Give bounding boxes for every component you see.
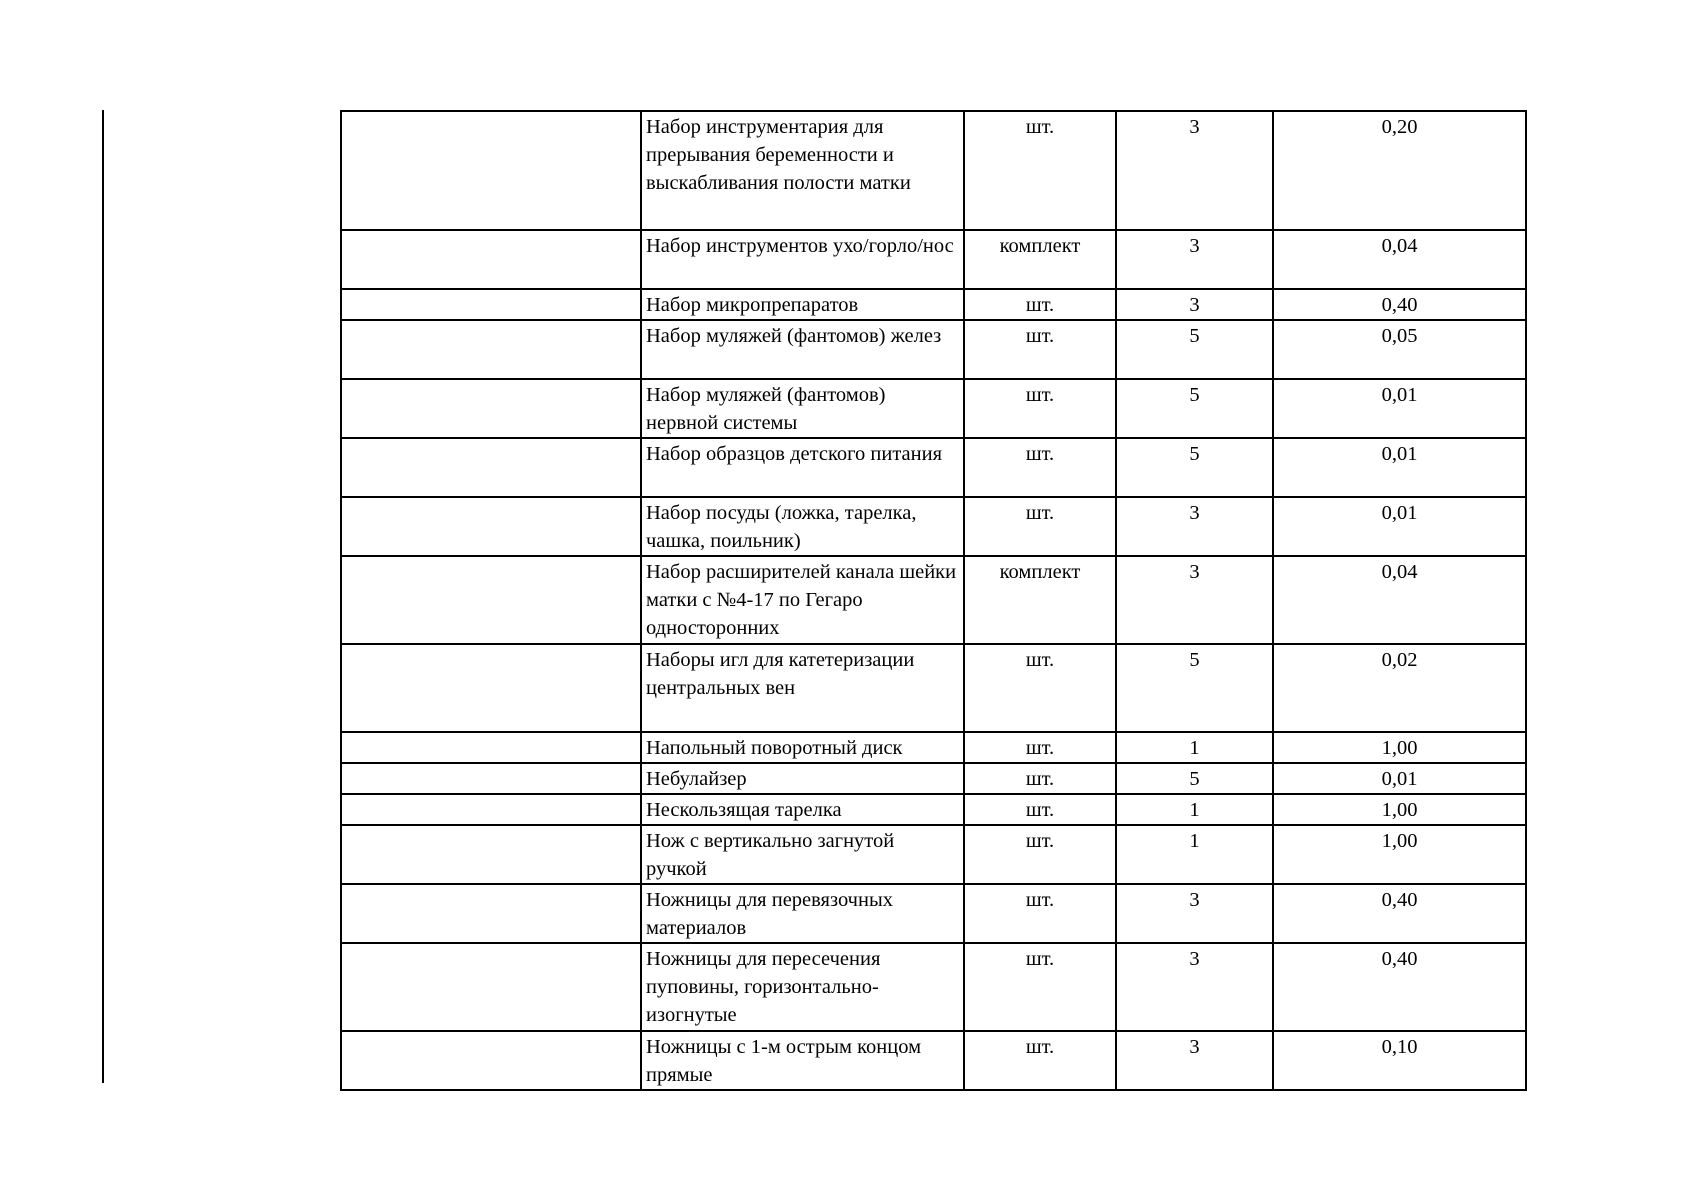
item-name: Нож с вертикально загнутой ручкой — [641, 825, 964, 884]
item-value: 0,04 — [1273, 556, 1526, 644]
item-unit: шт. — [964, 1031, 1116, 1090]
item-name: Набор микропрепаратов — [641, 289, 964, 320]
empty-cell — [341, 644, 641, 732]
item-quantity: 3 — [1116, 497, 1273, 556]
item-value: 0,01 — [1273, 438, 1526, 497]
item-quantity: 5 — [1116, 438, 1273, 497]
item-quantity: 3 — [1116, 556, 1273, 644]
item-name: Небулайзер — [641, 763, 964, 794]
item-name: Набор муляжей (фантомов) желез — [641, 320, 964, 379]
item-unit: шт. — [964, 794, 1116, 825]
equipment-table-body — [341, 111, 1526, 1090]
item-value: 0,20 — [1273, 111, 1526, 230]
empty-cell — [341, 438, 641, 497]
item-quantity: 1 — [1116, 794, 1273, 825]
item-quantity: 3 — [1116, 1031, 1273, 1090]
item-name: Набор посуды (ложка, тарелка, чашка, поильник) — [641, 497, 964, 556]
item-value: 0,01 — [1273, 379, 1526, 438]
empty-cell — [341, 825, 641, 884]
item-quantity: 3 — [1116, 884, 1273, 943]
item-name: Ножницы для перевязочных материалов — [641, 884, 964, 943]
item-value: 0,02 — [1273, 644, 1526, 732]
item-value: 0,01 — [1273, 497, 1526, 556]
item-value: 0,40 — [1273, 884, 1526, 943]
item-name: Напольный поворотный диск — [641, 732, 964, 763]
empty-cell — [341, 320, 641, 379]
table-row — [341, 943, 1526, 1031]
empty-cell — [341, 884, 641, 943]
item-value: 0,01 — [1273, 763, 1526, 794]
empty-cell — [341, 763, 641, 794]
table-row — [341, 763, 1526, 794]
item-quantity: 5 — [1116, 644, 1273, 732]
item-quantity: 3 — [1116, 289, 1273, 320]
table-row — [341, 230, 1526, 289]
item-unit: шт. — [964, 379, 1116, 438]
item-name: Набор инструментов ухо/горло/нос — [641, 230, 964, 289]
item-value: 1,00 — [1273, 732, 1526, 763]
empty-cell — [341, 556, 641, 644]
item-quantity: 5 — [1116, 763, 1273, 794]
item-quantity: 3 — [1116, 230, 1273, 289]
item-value: 1,00 — [1273, 794, 1526, 825]
item-value: 0,10 — [1273, 1031, 1526, 1090]
item-name: Ножницы для пересечения пуповины, горизонтально-изогнутые — [641, 943, 964, 1031]
item-quantity: 5 — [1116, 320, 1273, 379]
item-quantity: 1 — [1116, 732, 1273, 763]
table-row — [341, 497, 1526, 556]
item-value: 0,40 — [1273, 943, 1526, 1031]
empty-cell — [341, 794, 641, 825]
empty-cell — [341, 289, 641, 320]
page-margin-line — [102, 110, 104, 1083]
empty-cell — [341, 943, 641, 1031]
item-value: 1,00 — [1273, 825, 1526, 884]
table-row — [341, 438, 1526, 497]
table-row — [341, 379, 1526, 438]
empty-cell — [341, 230, 641, 289]
item-unit: шт. — [964, 884, 1116, 943]
item-unit: комплект — [964, 556, 1116, 644]
item-unit: шт. — [964, 732, 1116, 763]
item-name: Набор образцов детского питания — [641, 438, 964, 497]
item-quantity: 5 — [1116, 379, 1273, 438]
item-value: 0,04 — [1273, 230, 1526, 289]
item-quantity: 3 — [1116, 111, 1273, 230]
item-unit: шт. — [964, 111, 1116, 230]
empty-cell — [341, 379, 641, 438]
item-unit: шт. — [964, 320, 1116, 379]
table-row — [341, 825, 1526, 884]
item-name: Наборы игл для катетеризации центральных вен — [641, 644, 964, 732]
empty-cell — [341, 111, 641, 230]
table-row — [341, 644, 1526, 732]
table-row — [341, 289, 1526, 320]
table-row — [341, 884, 1526, 943]
table-row — [341, 556, 1526, 644]
empty-cell — [341, 732, 641, 763]
item-unit: комплект — [964, 230, 1116, 289]
table-row — [341, 732, 1526, 763]
item-name: Ножницы с 1-м острым концом прямые — [641, 1031, 964, 1090]
item-value: 0,40 — [1273, 289, 1526, 320]
item-quantity: 3 — [1116, 943, 1273, 1031]
empty-cell — [341, 1031, 641, 1090]
item-name: Набор инструментария для прерывания беременности и выскабливания полости матки — [641, 111, 964, 230]
item-value: 0,05 — [1273, 320, 1526, 379]
table-row — [341, 794, 1526, 825]
item-name: Набор расширителей канала шейки матки с №4-17 по Гегаро односторонних — [641, 556, 964, 644]
empty-cell — [341, 497, 641, 556]
table-row — [341, 1031, 1526, 1090]
item-unit: шт. — [964, 943, 1116, 1031]
table-row — [341, 111, 1526, 230]
item-quantity: 1 — [1116, 825, 1273, 884]
equipment-table — [340, 110, 1527, 1091]
item-unit: шт. — [964, 289, 1116, 320]
table-row — [341, 320, 1526, 379]
item-unit: шт. — [964, 438, 1116, 497]
item-name: Нескользящая тарелка — [641, 794, 964, 825]
item-name: Набор муляжей (фантомов) нервной системы — [641, 379, 964, 438]
item-unit: шт. — [964, 825, 1116, 884]
item-unit: шт. — [964, 497, 1116, 556]
item-unit: шт. — [964, 644, 1116, 732]
item-unit: шт. — [964, 763, 1116, 794]
